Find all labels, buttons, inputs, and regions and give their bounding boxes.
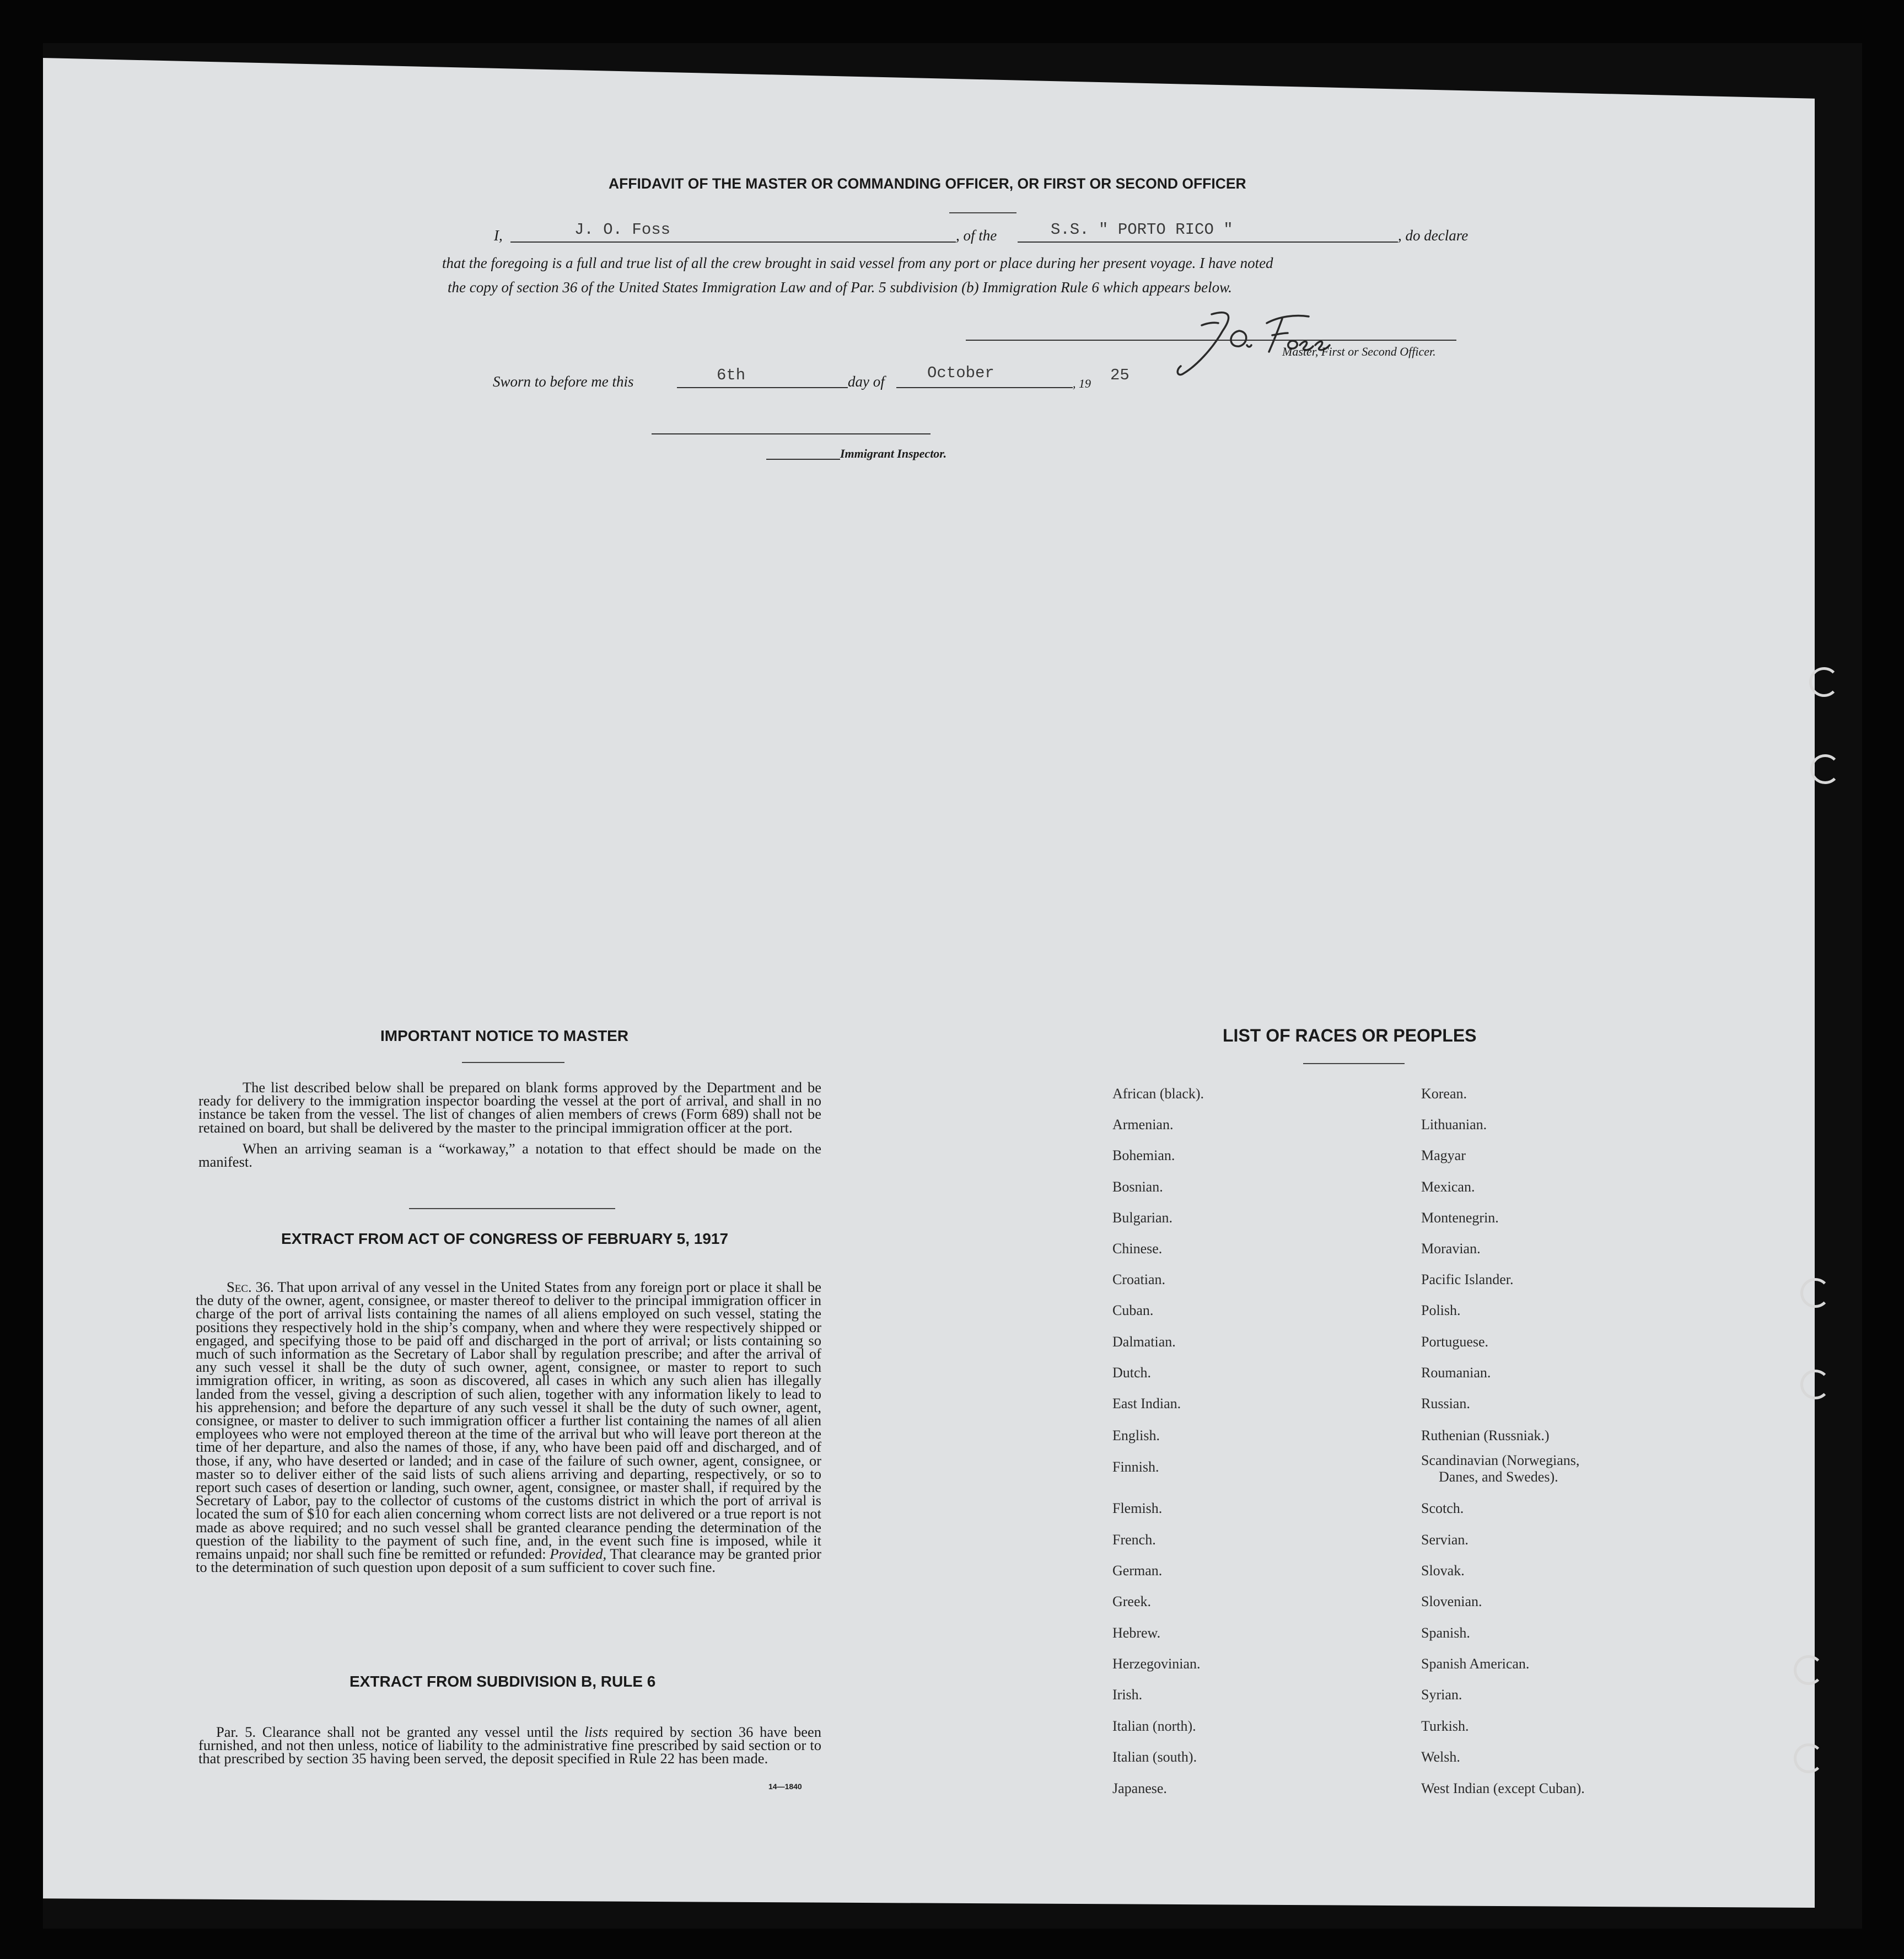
- race-item: Korean.: [1421, 1086, 1467, 1102]
- par-5-text: [198, 1725, 821, 1765]
- affidavit-heading: AFFIDAVIT OF THE MASTER OR COMMANDING OFFICER, OR FIRST OR SECOND OFFICER: [609, 175, 1246, 192]
- sworn-label: Sworn to before me this: [493, 373, 634, 390]
- section-label: Sec. 36.: [227, 1279, 274, 1295]
- section-text-b: That clearance may be granted prior to the determination of such question upon deposit of a sum sufficient to cover such fine.: [196, 1545, 822, 1576]
- race-item: Bohemian.: [1112, 1147, 1175, 1163]
- par-5-text-b: required by section 36 have been furnished, and not then unless, notice of liability to the administrative fine prescribed by said section or to that prescribed by section 35 having been served, the deposit specified in Rule 22 has been made.: [198, 1724, 821, 1767]
- race-item: Hebrew.: [1112, 1625, 1161, 1641]
- race-item: French.: [1112, 1532, 1156, 1548]
- race-item: Slovenian.: [1421, 1593, 1482, 1609]
- ring-mark: [1794, 1743, 1824, 1773]
- of-the-label: , of the: [956, 227, 997, 244]
- ring-mark: [1809, 667, 1839, 697]
- notice-paragraph-1: The list described below shall be prepared on blank forms approved by the Department and be ready for delivery to the immigration inspector boarding the vessel at the port of arrival, and shall in no instance be taken from the vessel. The list of changes of alien members of crews (Form 689) shall not be retained on board, but shall be delivered by the master to the principal immigration officer at the port.: [198, 1079, 821, 1136]
- race-item: Dutch.: [1112, 1365, 1152, 1381]
- lists-word: lists: [584, 1724, 608, 1740]
- race-item: East Indian.: [1112, 1396, 1181, 1411]
- race-item: Scotch.: [1421, 1500, 1464, 1516]
- race-item: Japanese.: [1112, 1780, 1167, 1796]
- i-label: I,: [494, 227, 503, 244]
- race-item: Cuban.: [1112, 1302, 1154, 1318]
- document-page: [43, 58, 1815, 1908]
- race-item: German.: [1112, 1563, 1163, 1579]
- race-item: Spanish.: [1421, 1625, 1470, 1641]
- signature-caption: Master, First or Second Officer.: [1282, 345, 1436, 358]
- vessel-name-field: [1018, 222, 1398, 243]
- provided-word: Provided,: [550, 1545, 607, 1563]
- race-item: Spanish American.: [1421, 1656, 1530, 1672]
- race-item: Greek.: [1112, 1593, 1152, 1609]
- race-item: Mexican.: [1421, 1179, 1475, 1195]
- inspector-name-line: [766, 459, 840, 460]
- sworn-month-field: [896, 364, 1073, 388]
- section-36-text: [196, 1280, 821, 1574]
- year-prefix: , 19: [1073, 377, 1091, 390]
- sworn-month-value: October: [927, 364, 994, 382]
- vessel-name-value: S.S. " PORTO RICO ": [1051, 221, 1233, 239]
- inspector-caption: Immigrant Inspector.: [840, 447, 947, 460]
- race-item: Irish.: [1112, 1687, 1143, 1703]
- race-item: Roumanian.: [1421, 1365, 1491, 1381]
- sworn-day-field: [677, 368, 848, 388]
- race-item: Syrian.: [1421, 1687, 1462, 1703]
- race-item: Finnish.: [1112, 1459, 1159, 1475]
- race-item: Pacific Islander.: [1421, 1271, 1514, 1287]
- do-declare-label: , do declare: [1398, 227, 1469, 244]
- sworn-day-value: 6th: [717, 366, 746, 384]
- act-divider: [409, 1208, 615, 1209]
- race-item: Slovak.: [1421, 1563, 1465, 1579]
- races-heading: LIST OF RACES OR PEOPLES: [1223, 1026, 1477, 1045]
- races-divider: [1303, 1063, 1405, 1064]
- form-number: 14—1840: [768, 1782, 802, 1791]
- ring-mark: [1800, 1278, 1830, 1308]
- race-item: Turkish.: [1421, 1718, 1469, 1734]
- race-item: Servian.: [1421, 1532, 1469, 1548]
- race-item: Herzegovinian.: [1112, 1656, 1201, 1672]
- rule-heading: EXTRACT FROM SUBDIVISION B, RULE 6: [349, 1673, 656, 1690]
- race-item: Magyar: [1421, 1147, 1466, 1163]
- ring-mark: [1810, 754, 1840, 784]
- day-of-label: day of: [848, 373, 885, 390]
- par-5-text-a: Par. 5. Clearance shall not be granted any vessel until the: [216, 1724, 578, 1740]
- declaration-line-1: that the foregoing is a full and true list of all the crew brought in said vessel from any port or place during her present voyage. I have noted: [442, 255, 1273, 271]
- ring-mark: [1794, 1655, 1824, 1685]
- heading-divider: [949, 212, 1016, 213]
- race-item: African (black).: [1112, 1086, 1204, 1102]
- race-item: Croatian.: [1112, 1271, 1166, 1287]
- section-text-a: That upon arrival of any vessel in the United States from any foreign port or place it shall be the duty of the owner, agent, consignee, or master thereof to deliver to the principal immigration officer in charge of the port of arrival lists containing the names of all aliens employed on such vessel, stating the positions they respectively hold in the ship’s company, when and where they were respectively shipped or engaged, and specifying those to be paid off and discharged in the port of arrival; or lists containing so much of such information as the Secretary of Labor shall by regulation prescribe; and after the arrival of any such vessel it shall be the duty of such owner, agent, consignee, or master to report to such immigration officer, in writing, as soon as discovered, all cases in which any such alien has illegally landed from the vessel, giving a description of such alien, together with any information likely to lead to his apprehension; and before the departure of any such vessel it shall be the duty of such owner, agent, consignee, or master to deliver to such immigration officer a further list containing the names of all alien employees who were not employed thereon at the time of the arrival but who will leave port thereon at the time of her departure, and also the names of those, if any, who have been paid off and discharged, and of those, if any, who have deserted or landed; and in case of the failure of such owner, agent, consignee, or master so to deliver either of the said lists of such aliens arriving and departing, respectively, or so to report such cases of desertion or landing, such owner, agent, consignee, or master shall, if required by the Secretary of Labor, pay to the collector of customs of the customs district in which the port of arrival is located the sum of $10 for each alien concerning whom correct lists are not delivered or a true report is not made as above required; and no such vessel shall be granted clearance pending the determination of the question of the liability to the payment of such fine, and, in the event such fine is imposed, while it remains unpaid; nor shall such fine be remitted or refunded:: [196, 1279, 821, 1563]
- act-heading: EXTRACT FROM ACT OF CONGRESS OF FEBRUARY 5, 1917: [281, 1230, 729, 1247]
- race-item: Ruthenian (Russniak.): [1421, 1427, 1550, 1443]
- inspector-signature-line: [652, 433, 931, 434]
- race-item: Bulgarian.: [1112, 1210, 1173, 1226]
- race-item: Montenegrin.: [1421, 1210, 1499, 1226]
- race-item: Italian (north).: [1112, 1718, 1196, 1734]
- race-item: Polish.: [1421, 1302, 1461, 1318]
- master-name-field: [510, 222, 956, 243]
- master-name-value: J. O. Foss: [574, 221, 671, 239]
- race-item: Welsh.: [1421, 1749, 1460, 1765]
- race-item: Portuguese.: [1421, 1334, 1489, 1350]
- race-item: Italian (south).: [1112, 1749, 1197, 1765]
- notice-body: [198, 1079, 821, 1171]
- race-item: West Indian (except Cuban).: [1421, 1780, 1585, 1796]
- race-item: Scandinavian (Norwegians,: [1421, 1452, 1580, 1468]
- race-item: Lithuanian.: [1421, 1117, 1487, 1133]
- rule-body: [198, 1725, 821, 1765]
- race-item: Chinese.: [1112, 1241, 1163, 1257]
- race-item: Moravian.: [1421, 1241, 1481, 1257]
- race-item: Russian.: [1421, 1396, 1470, 1411]
- ring-mark: [1800, 1370, 1830, 1399]
- notice-paragraph-2: When an arriving seaman is a “workaway,” a notation to that effect should be made on the manifest.: [198, 1140, 821, 1171]
- race-item: Armenian.: [1112, 1117, 1174, 1133]
- notice-heading: IMPORTANT NOTICE TO MASTER: [380, 1027, 629, 1044]
- notice-divider: [462, 1062, 564, 1063]
- act-body: [196, 1280, 821, 1574]
- declaration-line-2: the copy of section 36 of the United States Immigration Law and of Par. 5 subdivision (b) Immigration Rule 6 which appears below.: [448, 279, 1232, 296]
- race-item: Danes, and Swedes).: [1439, 1469, 1558, 1485]
- race-item: English.: [1112, 1427, 1160, 1443]
- race-item: Flemish.: [1112, 1500, 1163, 1516]
- year-suffix: 25: [1110, 366, 1130, 384]
- race-item: Dalmatian.: [1112, 1334, 1176, 1350]
- race-item: Bosnian.: [1112, 1179, 1163, 1195]
